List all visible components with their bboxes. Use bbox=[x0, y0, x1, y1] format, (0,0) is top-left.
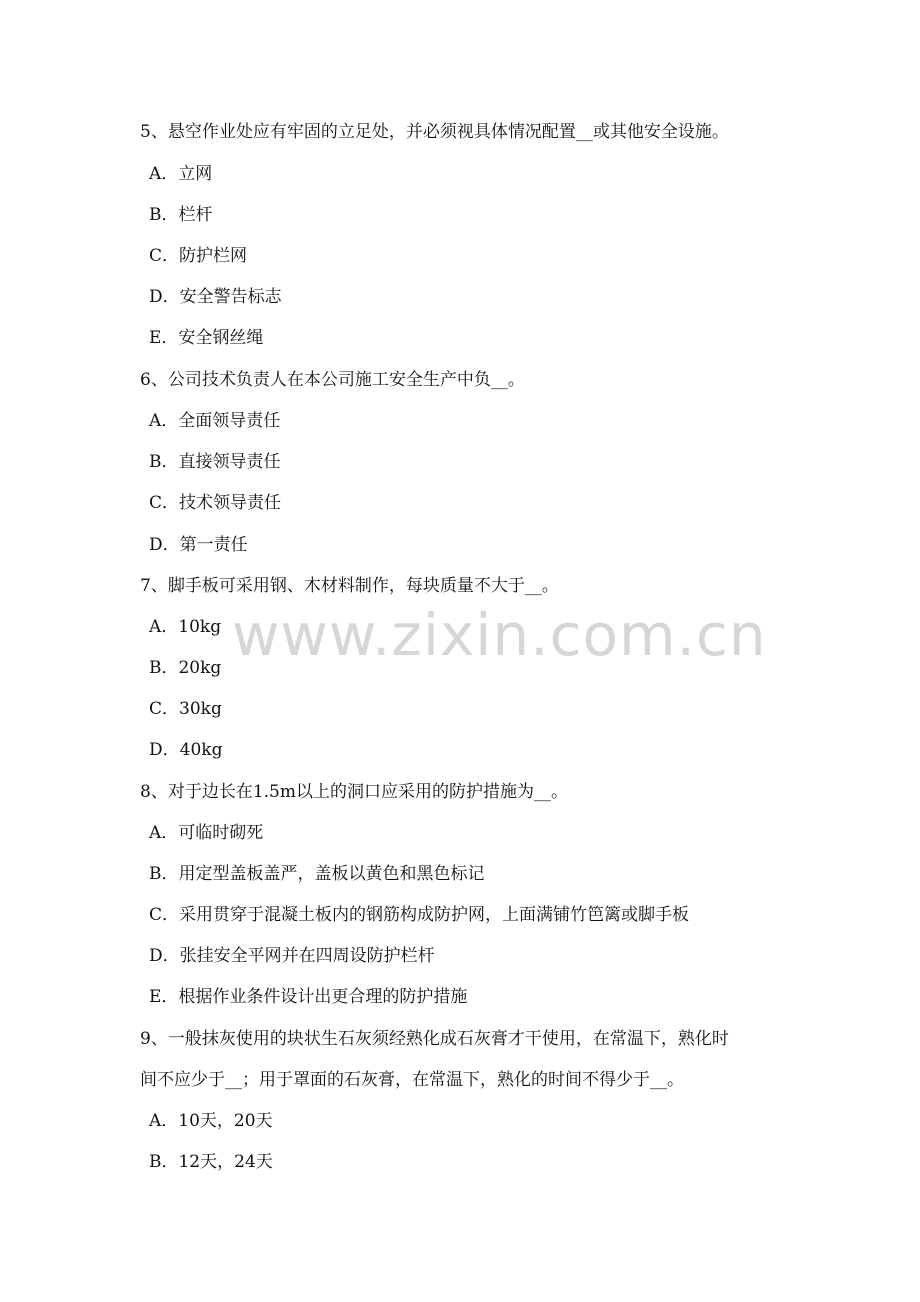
watermark: www.zixin.com.cn bbox=[232, 601, 767, 669]
question-6-option-b: B．直接领导责任 bbox=[149, 452, 281, 472]
question-9-text-line-1: 9、一般抹灰使用的块状生石灰须经熟化成石灰膏才干使用，在常温下，熟化时 bbox=[140, 1029, 729, 1049]
question-5-option-c: C．防护栏网 bbox=[149, 246, 248, 266]
question-7-text: 7、脚手板可采用钢、木材料制作，每块质量不大于__。 bbox=[140, 576, 559, 596]
question-5-option-b: B．栏杆 bbox=[149, 205, 213, 225]
question-8-text: 8、对于边长在1.5m以上的洞口应采用的防护措施为__。 bbox=[140, 782, 568, 802]
question-7-option-c: C．30kg bbox=[149, 699, 222, 719]
question-8-option-a: A．可临时砌死 bbox=[149, 823, 264, 843]
question-5-option-d: D．安全警告标志 bbox=[149, 287, 282, 307]
question-6-option-a: A．全面领导责任 bbox=[149, 411, 281, 431]
question-9-text-line-2: 间不应少于__；用于罩面的石灰膏，在常温下，熟化的时间不得少于__。 bbox=[140, 1070, 684, 1090]
question-8-option-e: E．根据作业条件设计出更合理的防护措施 bbox=[149, 987, 468, 1007]
question-6-option-d: D．第一责任 bbox=[149, 535, 248, 555]
question-5-text: 5、悬空作业处应有牢固的立足处，并必须视具体情况配置__或其他安全设施。 bbox=[140, 122, 729, 142]
question-5-option-e: E．安全钢丝绳 bbox=[149, 328, 264, 348]
question-6-text: 6、公司技术负责人在本公司施工安全生产中负__。 bbox=[140, 370, 525, 390]
question-9-option-a: A．10天，20天 bbox=[149, 1111, 273, 1131]
question-6-option-c: C．技术领导责任 bbox=[149, 493, 282, 513]
question-8-option-c: C．采用贯穿于混凝土板内的钢筋构成防护网，上面满铺竹笆篱或脚手板 bbox=[149, 905, 690, 925]
question-7-option-d: D．40kg bbox=[149, 740, 223, 760]
question-8-option-b: B．用定型盖板盖严，盖板以黄色和黑色标记 bbox=[149, 864, 485, 884]
question-8-option-d: D．张挂安全平网并在四周设防护栏杆 bbox=[149, 946, 435, 966]
question-5-option-a: A．立网 bbox=[149, 164, 213, 184]
question-7-option-b: B．20kg bbox=[149, 658, 222, 678]
question-9-option-b: B．12天，24天 bbox=[149, 1152, 273, 1172]
question-7-option-a: A．10kg bbox=[149, 617, 222, 637]
